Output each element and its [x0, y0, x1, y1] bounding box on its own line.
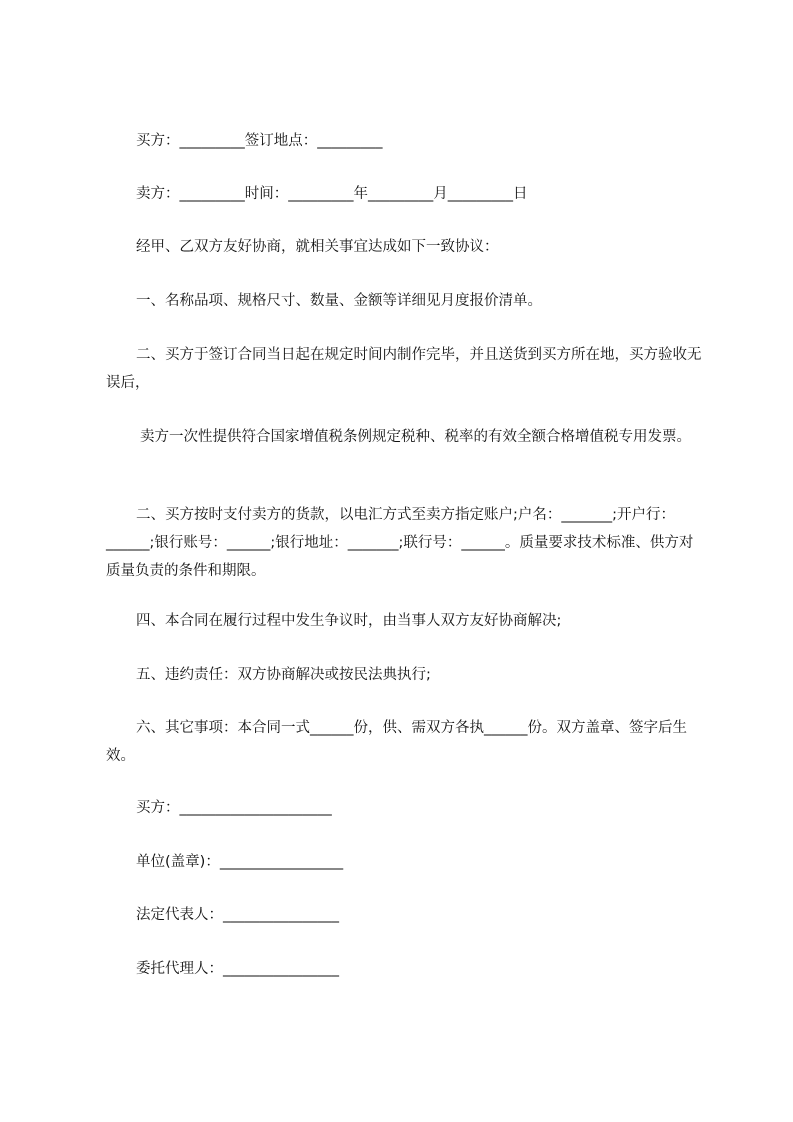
clause-4-dispute: 四、本合同在履行过程中发生争议时，由当事人双方友好协商解决; [136, 613, 562, 629]
buyer-signing-place-line: 买方：_________签订地点：_________ [136, 133, 383, 149]
clause-payment: 二、买方按时支付卖方的货款，以电汇方式至卖方指定账户;户名：_______;开户行：______;银行账号：______;银行地址：_______;联行号：______。质量要求技术标准、供方对质量负责的条件和期限。 [106, 507, 694, 579]
signature-legal-representative: 法定代表人：________________ [136, 907, 339, 923]
clause-5-liability: 五、违约责任：双方协商解决或按民法典执行; [136, 667, 431, 683]
seller-date-line: 卖方：_________时间：_________年_________月_________日 [136, 186, 528, 202]
signature-buyer: 买方：_____________________ [136, 800, 332, 816]
signature-unit-seal: 单位(盖章)：_________________ [136, 854, 344, 870]
agreement-intro: 经甲、乙双方友好协商，就相关事宜达成如下一致协议： [136, 239, 499, 255]
clause-2-delivery: 二、买方于签订合同当日起在规定时间内制作完毕，并且送货到买方所在地，买方验收无误后， [106, 347, 702, 391]
signature-authorized-agent: 委托代理人：________________ [136, 961, 339, 977]
clause-6-other: 六、其它事项：本合同一式______份，供、需双方各执______份。双方盖章、签字后生效。 [106, 720, 687, 764]
clause-1: 一、名称品项、规格尺寸、数量、金额等详细见月度报价清单。 [136, 293, 542, 309]
clause-2-invoice: 卖方一次性提供符合国家增值税条例规定税种、税率的有效全额合格增值税专用发票。 [140, 429, 691, 445]
